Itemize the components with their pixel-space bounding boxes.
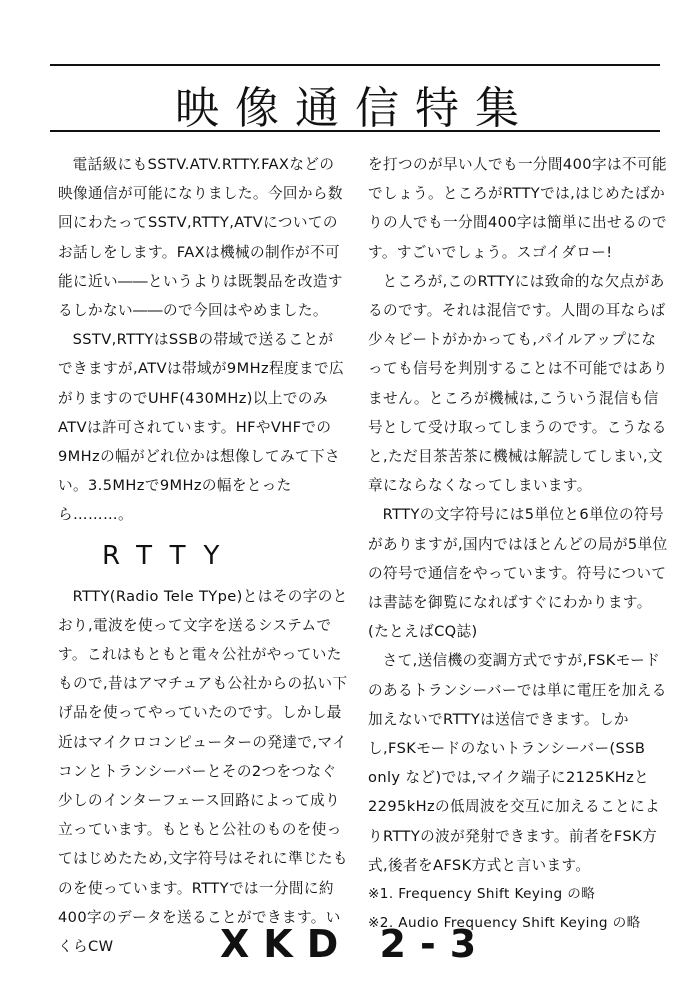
title-top-rule	[50, 64, 660, 66]
right-paragraph-3: RTTYの文字符号には5単位と6単位の符号がありますが,国内ではほとんどの局が5単位の符号で通信をやっています。符号については書誌を御覧になればすぐにわかります。(たとえばCQ誌)	[368, 506, 668, 641]
right-column	[368, 150, 668, 938]
left-paragraph-3: RTTY(Radio Tele TYpe)とはその字のとおり,電波を使って文字を送るシステムです。これはもともと電々公社がやっていたもので,昔はアマチュアも公社からの払い下げ品を使ってやっていたのです。しかし最近はマイクロコンピューターの発達で,マイコンとトランシーバーとその2つをつなぐ少しのインターフェース回路によって成り立っています。もともと公社のものを使ってはじめたため,文字符号はそれに準じたものを使っています。RTTYでは一分間に約400字のデータを送ることができます。いくらCW	[58, 587, 348, 956]
section-heading-rtty: RTTY	[102, 540, 238, 571]
left-paragraph-1: 電話級にもSSTV.ATV.RTTY.FAXなどの映像通信が可能になりました。今回から数回にわたってSSTV,RTTY,ATVについてのお話しをします。FAXは機械の制作が不可能に近い――というよりは既製品を改造するしかない――ので今回はやめました。	[58, 156, 343, 320]
page-footer-code: XKD 2-3	[220, 922, 491, 966]
left-column	[58, 150, 348, 961]
page-title: 映像通信特集	[175, 83, 535, 134]
left-paragraph-2: SSTV,RTTYはSSBの帯域で送ることができますが,ATVは帯域が9MHz程度まで広がりますのでUHF(430MHz)以上でのみATVは許可されています。HFやVHFでの9MHzの幅がどれ位かは想像してみて下さい。3.5MHzで9MHzの幅をとったら………。	[58, 331, 345, 524]
right-paragraph-2: ところが,このRTTYには致命的な欠点があるのです。それは混信です。人間の耳ならば少々ビートがかかっても,パイルアップになっても信号を判別することは不可能ではありません。ところが機械は,こういう混信も信号として受け取ってしまうのです。こうなると,ただ目茶苦茶に機械は解読してしまい,文章にならなくなってしまいます。	[368, 272, 668, 495]
right-paragraph-4: さて,送信機の変調方式ですが,FSKモードのあるトランシーバーでは単に電圧を加える加えないでRTTYは送信できます。しかし,FSKモードのないトランシーバー(SSB only など)では,マイク端子に2125KHzと2295kHzの低周波を交互に加えることによりRTTYの波が発射できます。前者をFSK方式,後者をAFSK方式と言います。	[368, 652, 667, 874]
footnote-2: ※2. Audio Frequency Shift Keying の略	[368, 915, 641, 932]
right-paragraph-1: を打つのが早い人でも一分間400字は不可能でしょう。ところがRTTYでは,はじめたばかりの人でも一分間400字は簡単に出せるのです。すごいでしょう。スゴイダロー!	[368, 156, 667, 261]
title-bottom-rule	[50, 130, 660, 132]
footnote-1: ※1. Frequency Shift Keying の略	[368, 886, 596, 903]
